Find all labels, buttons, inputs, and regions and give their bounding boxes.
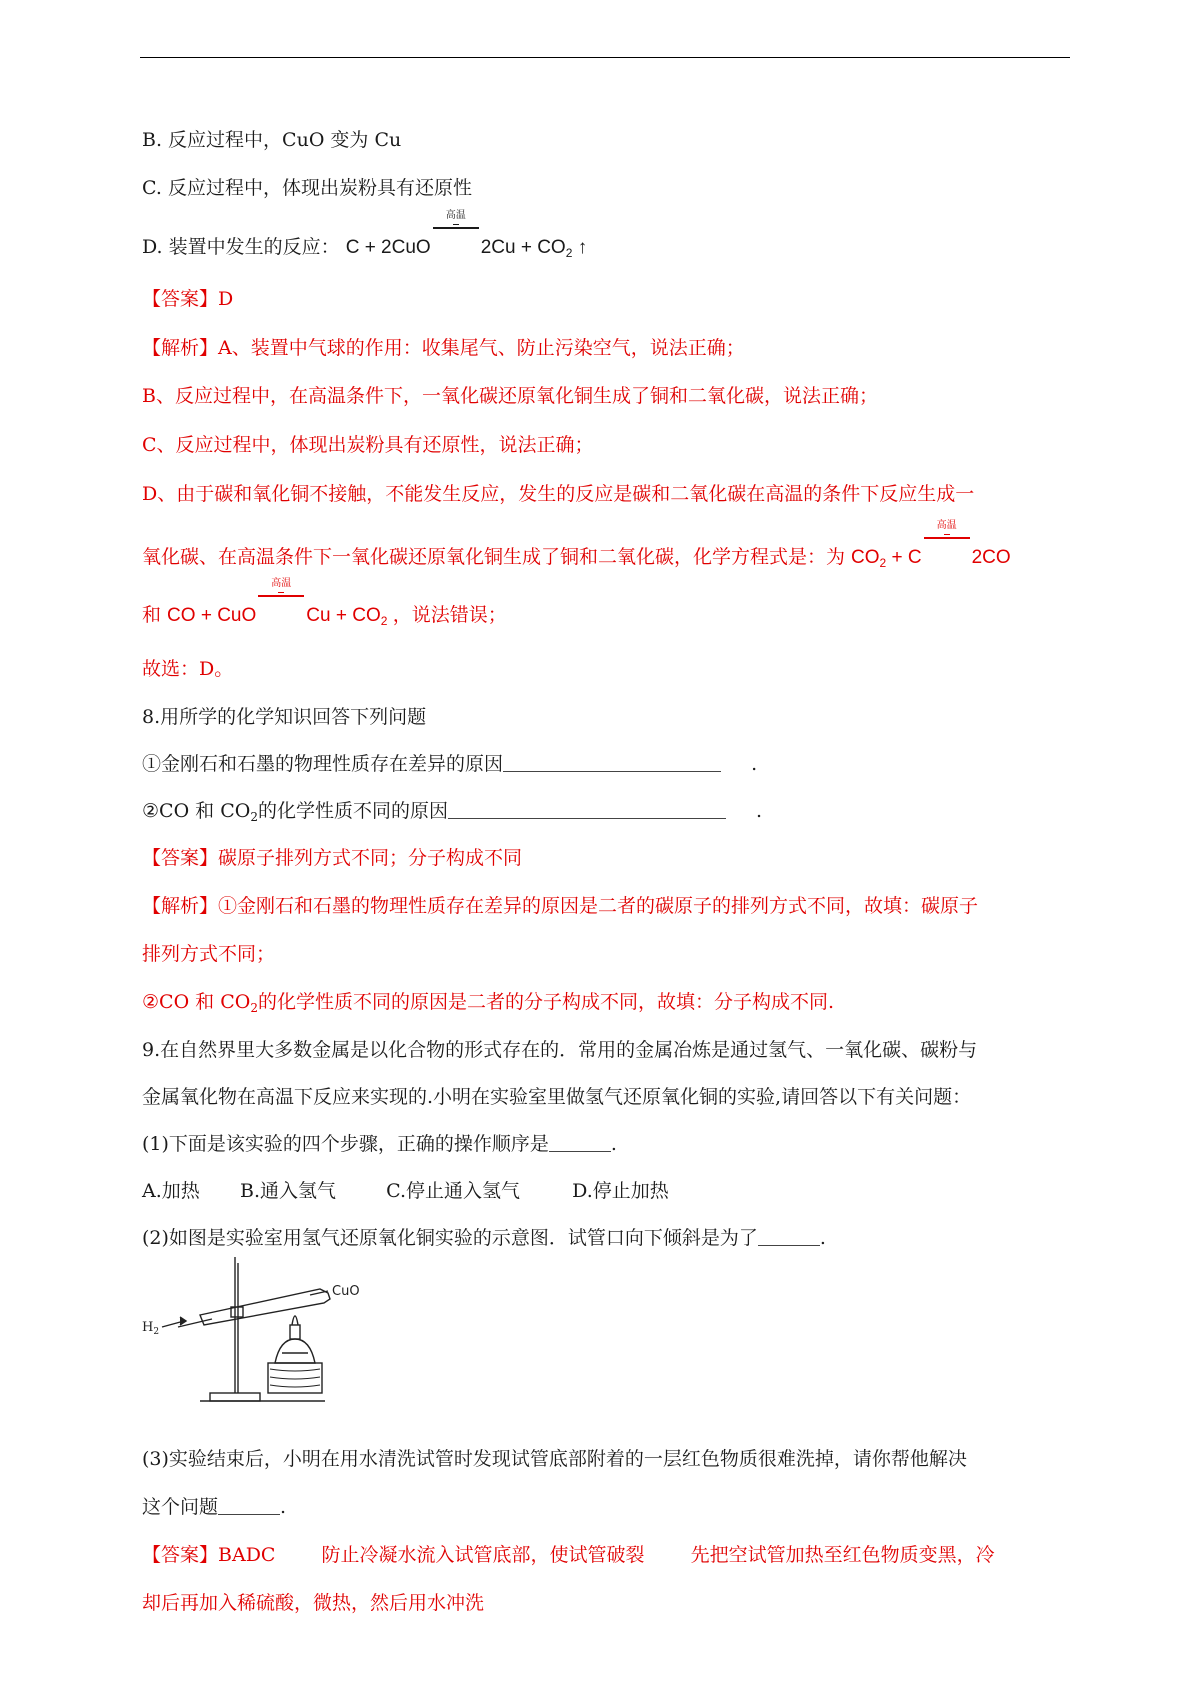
answer-blank[interactable] xyxy=(758,1225,820,1246)
q7-analysis-d2: 氧化碳、在高温条件下一氧化碳还原氧化铜生成了铜和二氧化碳，化学方程式是：为 $CO_2 + C$ 高温 2CO xyxy=(142,520,1011,570)
cuo-label: CuO xyxy=(332,1284,360,1299)
h2-label: $H_2$ xyxy=(142,1320,160,1337)
q7-analysis-a: 【解析】A、装置中气球的作用：收集尾气、防止污染空气，说法正确； xyxy=(142,337,745,359)
q7-analysis-c: C、反应过程中，体现出炭粉具有还原性，说法正确； xyxy=(142,434,594,456)
q9-option-d: D.停止加热 xyxy=(572,1180,669,1202)
q9-answer-1: 【答案】BADC 防止冷凝水流入试管底部，使试管破裂 先把空试管加热至红色物质变黑，冷 xyxy=(142,1544,995,1566)
equation-co-cuo: CO + CuO 高温 $Cu + CO_2$ xyxy=(167,578,388,628)
answer-blank[interactable] xyxy=(503,751,721,772)
equation-co2-c: $CO_2 + C$ 高温 2CO xyxy=(851,520,1011,570)
q9-stem-1: 9.在自然界里大多数金属是以化合物的形式存在的．常用的金属冶炼是通过氢气、一氧化碳、碳粉与 xyxy=(142,1039,978,1061)
q9-option-a: A.加热 xyxy=(142,1180,200,1202)
q8-analysis-2: ②CO 和 $CO_2$的化学性质不同的原因是二者的分子构成不同，故填：分子构成不同. xyxy=(142,991,835,1015)
q8-item1: ①金刚石和石墨的物理性质存在差异的原因 . xyxy=(142,753,758,775)
option-c: C. 反应过程中，体现出炭粉具有还原性 xyxy=(142,177,472,199)
q9-sub1: (1)下面是该实验的四个步骤，正确的操作顺序是 . xyxy=(142,1133,617,1155)
q9-option-c: C.停止通入氢气 xyxy=(386,1180,520,1202)
answer-blank[interactable] xyxy=(549,1131,611,1152)
answer-blank[interactable] xyxy=(448,798,726,819)
alcohol-lamp xyxy=(275,1339,315,1363)
flame xyxy=(292,1316,298,1325)
q8-analysis-1a: 【解析】①金刚石和石墨的物理性质存在差异的原因是二者的碳原子的排列方式不同，故填：碳原子 xyxy=(142,895,979,917)
q9-sub3-2: 这个问题 . xyxy=(142,1496,287,1518)
q9-option-b: B.通入氢气 xyxy=(240,1180,337,1202)
q7-analysis-b: B、反应过程中，在高温条件下，一氧化碳还原氧化铜生成了铜和二氧化碳，说法正确； xyxy=(142,385,878,407)
q7-analysis-d1: D、由于碳和氧化铜不接触，不能发生反应，发生的反应是碳和二氧化碳在高温的条件下反应生成一 xyxy=(142,483,975,505)
q9-stem-2: 金属氧化物在高温下反应来实现的.小明在实验室里做氢气还原氧化铜的实验,请回答以下有关问题： xyxy=(142,1086,972,1108)
q8-answer: 【答案】碳原子排列方式不同；分子构成不同 xyxy=(142,847,523,869)
q8-analysis-1b: 排列方式不同； xyxy=(142,943,276,965)
option-d: D. 装置中发生的反应： C + 2CuO 高温 $2Cu + CO_2$ ↑ xyxy=(142,210,588,260)
q8-stem: 8.用所学的化学知识回答下列问题 xyxy=(142,706,427,728)
q8-item2: ②CO 和 $CO_2$的化学性质不同的原因 . xyxy=(142,800,763,824)
q9-sub2: (2)如图是实验室用氢气还原氧化铜实验的示意图．试管口向下倾斜是为了 . xyxy=(142,1227,826,1249)
q7-conclusion: 故选：D。 xyxy=(142,658,234,680)
q7-answer: 【答案】D xyxy=(142,288,234,310)
q9-sub3-1: (3)实验结束后，小明在用水清洗试管时发现试管底部附着的一层红色物质很难洗掉，请你帮他解决 xyxy=(142,1448,967,1470)
q9-options xyxy=(142,1177,1072,1205)
apparatus-figure xyxy=(140,1255,385,1415)
option-b: B. 反应过程中，CuO 变为 Cu xyxy=(142,129,402,151)
q9-answer-2: 却后再加入稀硫酸，微热，然后用水冲洗 xyxy=(142,1592,485,1614)
header-rule xyxy=(140,57,1070,58)
stand-base xyxy=(210,1393,260,1401)
answer-blank[interactable] xyxy=(218,1494,280,1515)
apparatus-diagram xyxy=(140,1255,385,1415)
option-d-equation: C + 2CuO 高温 $2Cu + CO_2$ ↑ xyxy=(345,210,588,260)
q7-analysis-d3: 和 CO + CuO 高温 $Cu + CO_2$ ，说法错误； xyxy=(142,578,507,628)
